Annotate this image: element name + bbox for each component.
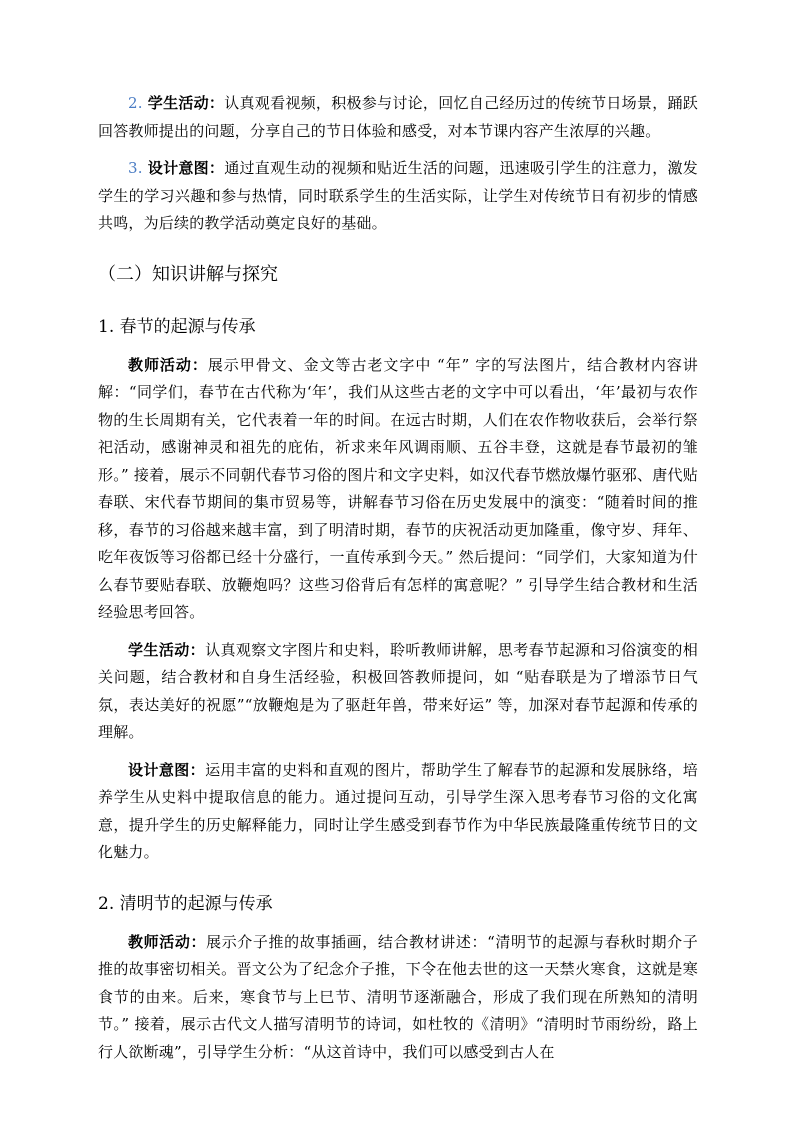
paragraph-design-intent bbox=[98, 155, 698, 238]
paragraph-text: 通过直观生动的视频和贴近生活的问题，迅速吸引学生的注意力，激发学生的学习兴趣和参与热情，同时联系学生的生活实际，让学生对传统节日有初步的情感共鸣，为后续的教学活动奠定良好的基础。 bbox=[98, 159, 698, 232]
paragraph-teacher-activity bbox=[98, 929, 698, 1067]
subsection-heading-spring-festival: 1. 春节的起源与传承 bbox=[98, 316, 256, 337]
paragraph-label: 教师活动： bbox=[128, 932, 207, 951]
paragraph-student-activity bbox=[98, 637, 698, 747]
section-heading: （二）知识讲解与探究 bbox=[98, 263, 278, 285]
paragraph-text: 展示介子推的故事插画，结合教材讲述：“清明节的起源与春秋时期介子推的故事密切相关。晋文公为了纪念介子推，下令在他去世的这一天禁火寒食，这就是寒食节的由来。后来，寒食节与上巳节、清明节逐渐融合，形成了我们现在所熟知的清明节。” 接着，展示古代文人描写清明节的诗词，如杜牧的《清明》“清明时节雨纷纷，路上行人欲断魂”，引导学生分析：“从这首诗中，我们可以感受到古人在 bbox=[98, 932, 698, 1061]
paragraph-student-activity bbox=[98, 90, 698, 145]
list-number: 3. bbox=[128, 159, 143, 177]
paragraph-text: 运用丰富的史料和直观的图片，帮助学生了解春节的起源和发展脉络，培养学生从史料中提取信息的能力。通过提问互动，引导学生深入思考春节习俗的文化寓意，提升学生的历史解释能力，同时让学生感受到春节作为中华民族最隆重传统节日的文化魅力。 bbox=[98, 760, 698, 861]
paragraph-text: 认真观看视频，积极参与讨论，回忆自己经历过的传统节日场景，踊跃回答教师提出的问题，分享自己的节日体验和感受，对本节课内容产生浓厚的兴趣。 bbox=[98, 94, 698, 140]
paragraph-label: 设计意图： bbox=[128, 760, 206, 779]
subsection-heading-qingming: 2. 清明节的起源与传承 bbox=[98, 893, 273, 914]
paragraph-text: 展示甲骨文、金文等古老文字中 “年” 字的写法图片，结合教材内容讲解：“同学们，春节在古代称为‘年’，我们从这些古老的文字中可以看出，‘年’最初与农作物的生长周期有关，它代表着一年的时间。在远古时期，人们在农作物收获后，会举行祭祀活动，感谢神灵和祖先的庇佑，祈求来年风调雨顺、五谷丰登，这就是春节最初的雏形。” 接着，展示不同朝代春节习俗的图片和文字史料，如汉代春节燃放爆竹驱邪、唐代贴春联、宋代春节期间的集市贸易等，讲解春节习俗在历史发展中的演变：“随着时间的推移，春节的习俗越来越丰富，到了明清时期，春节的庆祝活动更加隆重，像守岁、拜年、吃年夜饭等习俗都已经十分盛行，一直传承到今天。” 然后提问：“同学们，大家知道为什么春节要贴春联、放鞭炮吗？这些习俗背后有怎样的寓意呢？” 引导学生结合教材和生活经验思考回答。 bbox=[98, 355, 698, 621]
list-number: 2. bbox=[128, 94, 143, 112]
paragraph-label: 学生活动： bbox=[147, 94, 225, 112]
paragraph-label: 学生活动： bbox=[128, 640, 206, 659]
paragraph-design-intent bbox=[98, 757, 698, 867]
paragraph-teacher-activity bbox=[98, 352, 698, 627]
paragraph-text: 认真观察文字图片和史料，聆听教师讲解，思考春节起源和习俗演变的相关问题，结合教材和自身生活经验，积极回答教师提问，如 “贴春联是为了增添节日气氛，表达美好的祝愿”“放鞭炮是为了驱赶年兽，带来好运” 等，加深对春节起源和传承的理解。 bbox=[98, 640, 698, 741]
paragraph-label: 设计意图： bbox=[147, 159, 225, 177]
document-page bbox=[98, 90, 698, 1066]
paragraph-label: 教师活动： bbox=[128, 355, 208, 374]
